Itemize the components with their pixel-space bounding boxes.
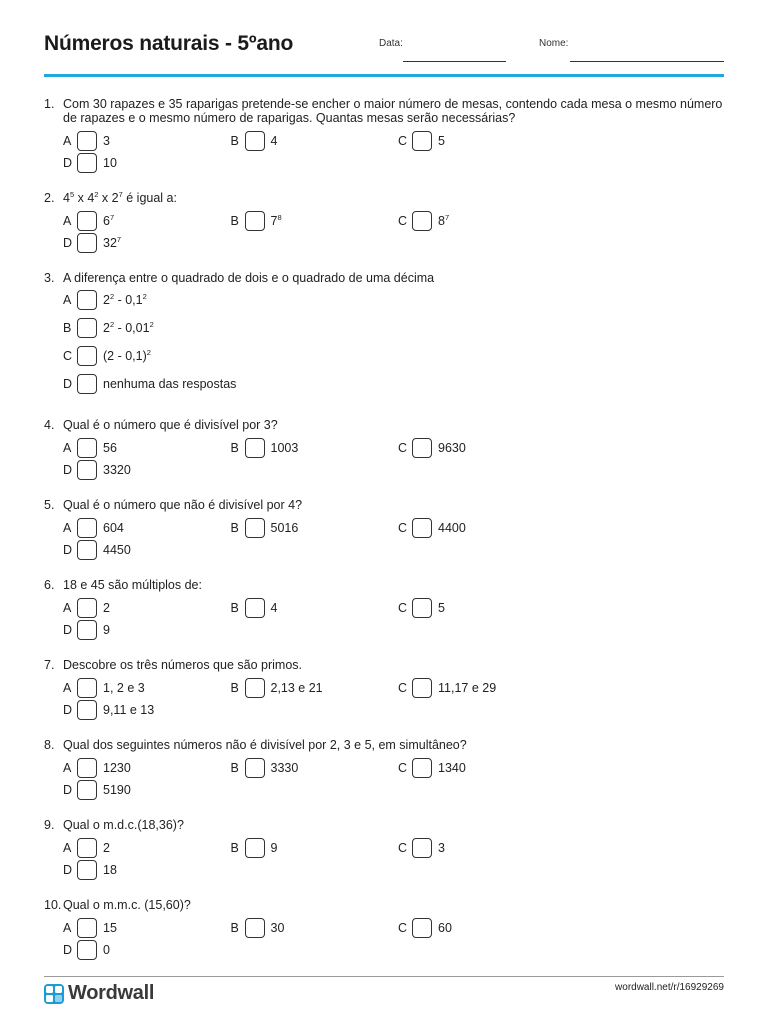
question-heading bbox=[44, 818, 724, 832]
answer-checkbox[interactable] bbox=[412, 918, 432, 938]
answer-option-b[interactable] bbox=[231, 517, 399, 539]
option-letter: D bbox=[63, 156, 73, 170]
option-letter: B bbox=[230, 521, 239, 535]
option-text: 4 bbox=[270, 601, 278, 615]
answer-option-b[interactable] bbox=[231, 677, 399, 699]
option-letter: C bbox=[398, 441, 408, 455]
option-letter: D bbox=[63, 463, 73, 477]
option-text: $32^7$ bbox=[103, 235, 122, 250]
option-text: 3 bbox=[438, 841, 445, 855]
answer-option-c[interactable] bbox=[398, 677, 566, 699]
option-text: 4 bbox=[270, 134, 278, 148]
answer-checkbox[interactable] bbox=[77, 540, 97, 560]
question-text: Qual é o número que é divisível por 3? bbox=[63, 418, 278, 432]
answer-option-d[interactable] bbox=[63, 699, 231, 721]
option-letter: B bbox=[230, 214, 239, 228]
answer-checkbox[interactable] bbox=[412, 598, 432, 618]
question-text: 18 e 45 são múltiplos de: bbox=[63, 578, 202, 592]
answer-options bbox=[44, 437, 724, 481]
question-text: $4^5$ x $4^2$ x $2^7$ é igual a: bbox=[63, 190, 177, 205]
question-1 bbox=[44, 97, 724, 174]
answer-option-d[interactable] bbox=[63, 939, 231, 961]
option-text: 56 bbox=[103, 441, 117, 455]
answer-options bbox=[44, 130, 724, 174]
option-text: 5190 bbox=[103, 783, 131, 797]
question-number: 6. bbox=[44, 578, 55, 592]
answer-checkbox[interactable] bbox=[412, 211, 432, 231]
option-letter: A bbox=[63, 441, 72, 455]
name-label: Nome: bbox=[539, 38, 569, 49]
answer-option-d[interactable] bbox=[63, 459, 231, 481]
answer-option-a[interactable] bbox=[63, 677, 231, 699]
option-text: $7^8$ bbox=[270, 213, 282, 228]
answer-checkbox[interactable] bbox=[77, 318, 97, 338]
option-text: 9 bbox=[103, 623, 110, 637]
option-text: 30 bbox=[270, 921, 285, 935]
option-text: 9 bbox=[270, 841, 278, 855]
answer-option-b[interactable] bbox=[231, 437, 399, 459]
answer-checkbox[interactable] bbox=[412, 838, 432, 858]
answer-option-a[interactable] bbox=[63, 289, 398, 311]
answer-option-b[interactable] bbox=[231, 757, 399, 779]
answer-option-c[interactable] bbox=[398, 517, 566, 539]
answer-option-c[interactable] bbox=[398, 210, 566, 232]
answer-option-d[interactable] bbox=[63, 232, 231, 254]
page-title: Números naturais - 5ºano bbox=[44, 32, 294, 55]
option-text: 2,13 e 21 bbox=[270, 681, 323, 695]
page-header bbox=[44, 0, 724, 80]
option-letter: A bbox=[63, 601, 72, 615]
answer-option-c[interactable] bbox=[398, 437, 566, 459]
option-letter: D bbox=[63, 943, 73, 957]
option-text: 2 bbox=[103, 601, 110, 615]
option-letter: D bbox=[63, 543, 73, 557]
wordwall-logo-icon bbox=[44, 984, 64, 1004]
option-text: $2^2 - 0,01^2$ bbox=[103, 320, 154, 335]
option-letter: D bbox=[63, 863, 73, 877]
answer-option-b[interactable] bbox=[231, 597, 399, 619]
answer-option-b[interactable] bbox=[63, 317, 398, 339]
answer-checkbox[interactable] bbox=[77, 700, 97, 720]
answer-option-d[interactable] bbox=[63, 373, 398, 395]
option-text: 5 bbox=[438, 601, 445, 615]
question-number: 9. bbox=[44, 818, 55, 832]
answer-option-c[interactable] bbox=[398, 757, 566, 779]
question-4 bbox=[44, 418, 724, 481]
question-7 bbox=[44, 658, 724, 721]
question-text: Qual o m.m.c. (15,60)? bbox=[63, 898, 191, 912]
option-letter: C bbox=[398, 134, 408, 148]
question-list bbox=[44, 97, 724, 978]
question-text: Qual é o número que não é divisível por 4? bbox=[63, 498, 303, 512]
answer-options bbox=[44, 517, 724, 561]
answer-checkbox[interactable] bbox=[77, 678, 97, 698]
question-heading bbox=[44, 271, 724, 285]
question-text: Descobre os três números que são primos. bbox=[63, 658, 302, 672]
option-text: nenhuma das respostas bbox=[103, 377, 237, 391]
answer-option-d[interactable] bbox=[63, 539, 231, 561]
answer-checkbox[interactable] bbox=[77, 460, 97, 480]
option-letter: B bbox=[230, 841, 239, 855]
answer-checkbox[interactable] bbox=[77, 153, 97, 173]
answer-option-b[interactable] bbox=[231, 130, 399, 152]
option-letter: B bbox=[230, 921, 239, 935]
option-text: 0 bbox=[103, 943, 110, 957]
question-text: A diferença entre o quadrado de dois e o quadrado de uma décima bbox=[63, 271, 435, 285]
option-letter: D bbox=[63, 623, 73, 637]
answer-options bbox=[44, 837, 724, 881]
answer-option-d[interactable] bbox=[63, 779, 231, 801]
answer-option-c[interactable] bbox=[398, 917, 566, 939]
option-letter: A bbox=[63, 293, 72, 307]
answer-checkbox[interactable] bbox=[245, 758, 265, 778]
option-letter: D bbox=[63, 236, 73, 250]
question-heading bbox=[44, 578, 724, 592]
answer-option-a[interactable] bbox=[63, 517, 231, 539]
option-letter: A bbox=[63, 134, 72, 148]
option-text: 604 bbox=[103, 521, 124, 535]
question-heading bbox=[44, 418, 724, 432]
option-text: $6^7$ bbox=[103, 213, 115, 228]
option-letter: C bbox=[398, 841, 408, 855]
answer-option-b[interactable] bbox=[231, 210, 399, 232]
answer-checkbox[interactable] bbox=[245, 918, 265, 938]
answer-option-a[interactable] bbox=[63, 917, 231, 939]
option-letter: B bbox=[230, 681, 239, 695]
option-text: 11,17 e 29 bbox=[438, 681, 497, 695]
answer-checkbox[interactable] bbox=[77, 211, 97, 231]
option-letter: C bbox=[398, 521, 408, 535]
option-text: 4450 bbox=[103, 543, 131, 557]
option-letter: C bbox=[63, 349, 73, 363]
option-text: 2 bbox=[103, 841, 110, 855]
answer-checkbox[interactable] bbox=[77, 860, 97, 880]
option-text: $2^2 - 0,1^2$ bbox=[103, 292, 147, 307]
option-text: 15 bbox=[103, 921, 117, 935]
answer-checkbox[interactable] bbox=[412, 438, 432, 458]
option-text: $8^7$ bbox=[438, 213, 450, 228]
question-number: 2. bbox=[44, 191, 55, 205]
answer-option-b[interactable] bbox=[231, 917, 399, 939]
option-text: 1230 bbox=[103, 761, 131, 775]
answer-checkbox[interactable] bbox=[77, 598, 97, 618]
option-text: 9,11 e 13 bbox=[103, 703, 155, 717]
option-letter: B bbox=[63, 321, 72, 335]
answer-checkbox[interactable] bbox=[77, 620, 97, 640]
question-heading bbox=[44, 898, 724, 912]
option-letter: A bbox=[63, 214, 72, 228]
option-letter: A bbox=[63, 841, 72, 855]
answer-option-a[interactable] bbox=[63, 210, 231, 232]
question-number: 3. bbox=[44, 271, 55, 285]
option-letter: C bbox=[398, 761, 408, 775]
option-letter: C bbox=[398, 214, 408, 228]
question-6 bbox=[44, 578, 724, 641]
question-number: 10. bbox=[44, 898, 62, 912]
option-text: 10 bbox=[103, 156, 117, 170]
wordwall-logo bbox=[44, 982, 154, 1005]
answer-option-b[interactable] bbox=[231, 837, 399, 859]
option-letter: C bbox=[398, 921, 408, 935]
question-number: 7. bbox=[44, 658, 55, 672]
answer-option-a[interactable] bbox=[63, 757, 231, 779]
option-letter: A bbox=[63, 921, 72, 935]
answer-checkbox[interactable] bbox=[77, 290, 97, 310]
option-text: 3320 bbox=[103, 463, 131, 477]
option-letter: B bbox=[230, 134, 239, 148]
question-8 bbox=[44, 738, 724, 801]
option-text: 4400 bbox=[438, 521, 466, 535]
question-number: 4. bbox=[44, 418, 55, 432]
answer-option-c[interactable] bbox=[398, 837, 566, 859]
question-10 bbox=[44, 898, 724, 961]
answer-checkbox[interactable] bbox=[77, 438, 97, 458]
option-letter: B bbox=[230, 441, 239, 455]
answer-checkbox[interactable] bbox=[245, 211, 265, 231]
answer-checkbox[interactable] bbox=[77, 838, 97, 858]
answer-options bbox=[44, 757, 724, 801]
footer-divider bbox=[44, 976, 724, 977]
option-letter: C bbox=[398, 681, 408, 695]
answer-options bbox=[44, 597, 724, 641]
option-text: 3 bbox=[103, 134, 110, 148]
answer-options bbox=[44, 210, 724, 254]
answer-option-d[interactable] bbox=[63, 859, 231, 881]
option-text: 5 bbox=[438, 134, 445, 148]
question-number: 1. bbox=[44, 97, 55, 111]
answer-checkbox[interactable] bbox=[245, 838, 265, 858]
question-2 bbox=[44, 191, 724, 254]
answer-option-a[interactable] bbox=[63, 597, 231, 619]
answer-checkbox[interactable] bbox=[412, 518, 432, 538]
option-text: 60 bbox=[438, 921, 452, 935]
answer-checkbox[interactable] bbox=[245, 131, 265, 151]
answer-option-a[interactable] bbox=[63, 837, 231, 859]
question-5 bbox=[44, 498, 724, 561]
option-letter: D bbox=[63, 783, 73, 797]
option-text: 1340 bbox=[438, 761, 466, 775]
date-field[interactable] bbox=[403, 61, 506, 62]
answer-checkbox[interactable] bbox=[412, 758, 432, 778]
option-letter: A bbox=[63, 761, 72, 775]
answer-checkbox[interactable] bbox=[245, 438, 265, 458]
option-letter: A bbox=[63, 521, 72, 535]
question-number: 5. bbox=[44, 498, 55, 512]
option-letter: B bbox=[230, 601, 239, 615]
option-text: 18 bbox=[103, 863, 117, 877]
option-text: 5016 bbox=[270, 521, 299, 535]
header-divider bbox=[44, 74, 724, 77]
answer-checkbox[interactable] bbox=[412, 678, 432, 698]
answer-option-d[interactable] bbox=[63, 152, 231, 174]
option-letter: D bbox=[63, 703, 73, 717]
answer-options bbox=[44, 917, 724, 961]
answer-options bbox=[44, 677, 724, 721]
answer-checkbox[interactable] bbox=[77, 758, 97, 778]
option-letter: A bbox=[63, 681, 72, 695]
date-label: Data: bbox=[379, 38, 403, 49]
question-9 bbox=[44, 818, 724, 881]
answer-checkbox[interactable] bbox=[77, 131, 97, 151]
question-heading bbox=[44, 738, 724, 752]
answer-options bbox=[44, 289, 724, 401]
answer-checkbox[interactable] bbox=[77, 940, 97, 960]
answer-checkbox[interactable] bbox=[77, 233, 97, 253]
question-number: 8. bbox=[44, 738, 55, 752]
question-heading bbox=[44, 658, 724, 672]
answer-checkbox[interactable] bbox=[245, 678, 265, 698]
option-text: 3330 bbox=[270, 761, 299, 775]
brand-name: Wordwall bbox=[68, 982, 155, 1004]
option-text: 9630 bbox=[438, 441, 466, 455]
answer-checkbox[interactable] bbox=[77, 518, 97, 538]
question-3 bbox=[44, 271, 724, 401]
answer-checkbox[interactable] bbox=[77, 374, 97, 394]
answer-checkbox[interactable] bbox=[245, 518, 265, 538]
option-letter: D bbox=[63, 377, 73, 391]
answer-checkbox[interactable] bbox=[412, 131, 432, 151]
answer-option-c[interactable] bbox=[398, 597, 566, 619]
question-heading bbox=[44, 97, 724, 125]
question-text: Com 30 rapazes e 35 raparigas pretende-se encher o maior número de mesas, contendo cada mesa o mesmo número de rapazes e o mesmo número de raparigas. Quantas mesas serão necessárias? bbox=[63, 97, 723, 125]
answer-checkbox[interactable] bbox=[77, 918, 97, 938]
answer-option-a[interactable] bbox=[63, 437, 231, 459]
name-field[interactable] bbox=[570, 61, 724, 62]
footer-url[interactable]: wordwall.net/r/16929269 bbox=[615, 982, 724, 993]
question-heading bbox=[44, 498, 724, 512]
option-text: (2 - 0,1)$^2$ bbox=[103, 348, 151, 363]
option-text: 1003 bbox=[270, 441, 299, 455]
option-letter: B bbox=[230, 761, 239, 775]
answer-checkbox[interactable] bbox=[245, 598, 265, 618]
option-letter: C bbox=[398, 601, 408, 615]
answer-checkbox[interactable] bbox=[77, 346, 97, 366]
answer-option-c[interactable] bbox=[63, 345, 398, 367]
option-text: 1, 2 e 3 bbox=[103, 681, 145, 695]
question-heading bbox=[44, 191, 724, 205]
question-text: Qual dos seguintes números não é divisível por 2, 3 e 5, em simultâneo? bbox=[63, 738, 467, 752]
question-text: Qual o m.d.c.(18,36)? bbox=[63, 818, 184, 832]
answer-option-c[interactable] bbox=[398, 130, 566, 152]
answer-option-a[interactable] bbox=[63, 130, 231, 152]
answer-checkbox[interactable] bbox=[77, 780, 97, 800]
answer-option-d[interactable] bbox=[63, 619, 231, 641]
